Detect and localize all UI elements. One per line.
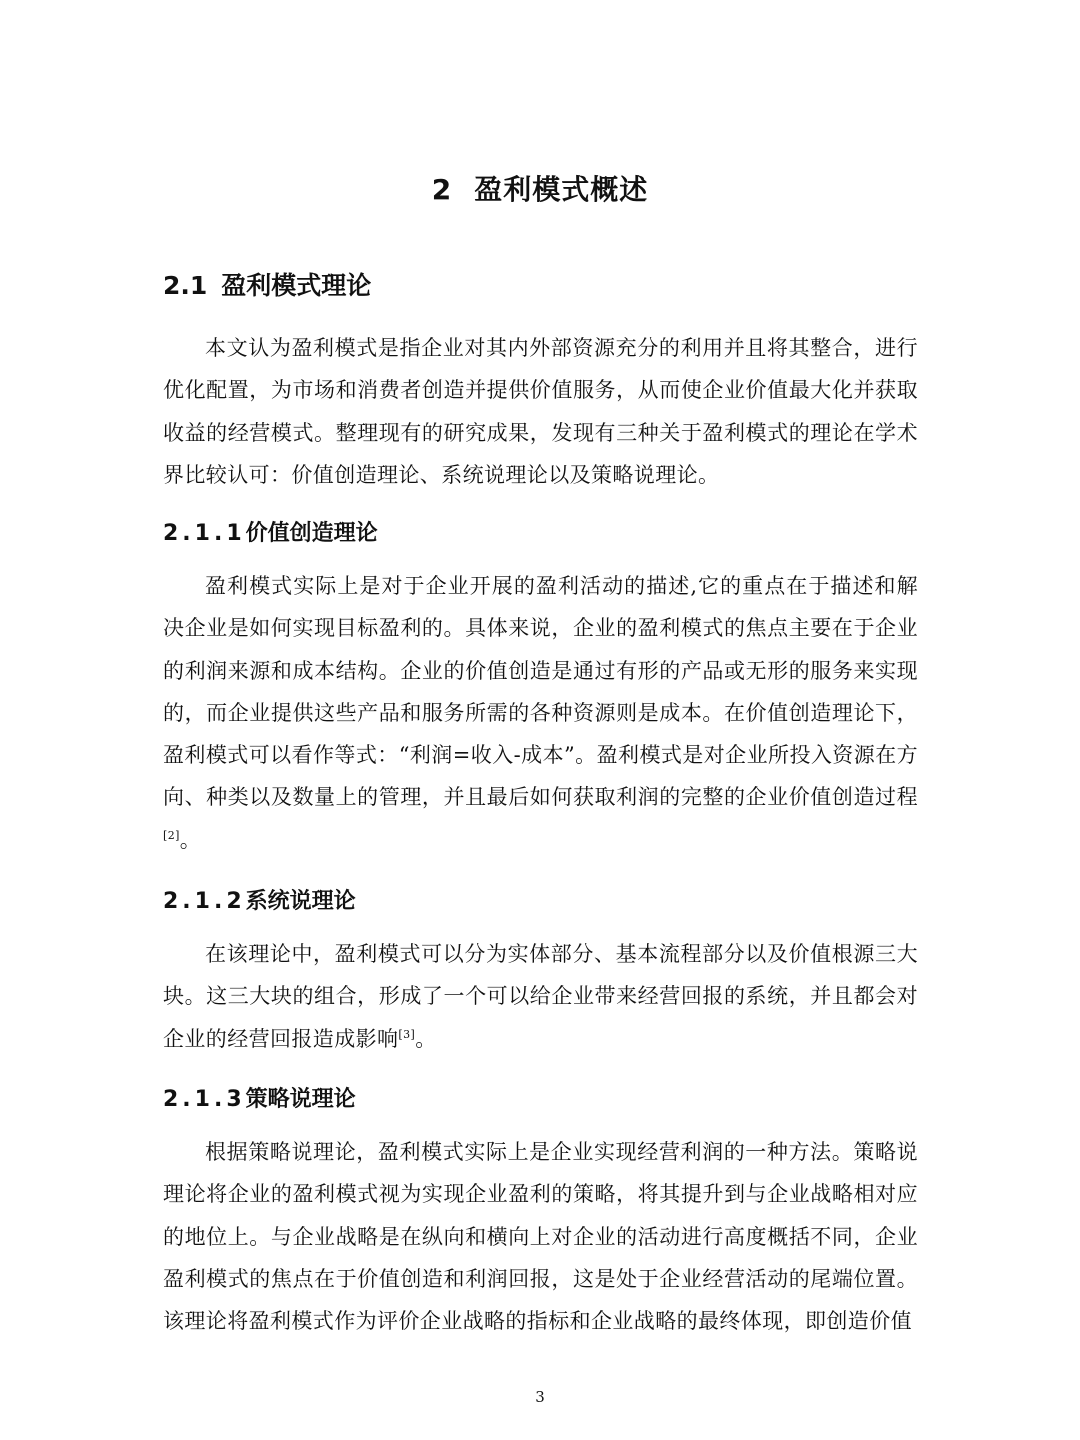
- paragraph-text: 在该理论中，盈利模式可以分为实体部分、基本流程部分以及价值根源三大块。这三大块的组合，形成了一个可以给企业带来经营回报的系统，并且都会对企业的经营回报造成影响: [163, 942, 918, 1051]
- section-number: 2.1.3: [163, 1087, 246, 1112]
- citation: [3]: [398, 1027, 416, 1041]
- section-heading-2-1-2: [163, 884, 356, 915]
- paragraph-2-1-3: 根据策略说理论，盈利模式实际上是企业实现经营利润的一种方法。策略说理论将企业的盈利模式视为实现企业盈利的策略，将其提升到与企业战略相对应的地位上。与企业战略是在纵向和横向上对企业的活动进行高度概括不同，企业盈利模式的焦点在于价值创造和利润回报，这是处于企业经营活动的尾端位置。该理论将盈利模式作为评价企业战略的指标和企业战略的最终体现，即创造价值: [163, 1140, 918, 1334]
- section-number: 2.1.2: [163, 889, 246, 914]
- section-title: 策略说理论: [245, 1087, 356, 1112]
- chapter-title-text: 盈利模式概述: [474, 173, 649, 206]
- section-heading-2-1: [163, 266, 371, 302]
- paragraph-2-1: 本文认为盈利模式是指企业对其内外部资源充分的利用并且将其整合，进行优化配置，为市场和消费者创造并提供价值服务，从而使企业价值最大化并获取收益的经营模式。整理现有的研究成果，发现有三种关于盈利模式的理论在学术界比较认可：价值创造理论、系统说理论以及策略说理论。: [163, 336, 918, 487]
- section-number: 2.1.1: [163, 521, 246, 546]
- citation: [2]: [163, 828, 180, 842]
- page-number: 3: [535, 1388, 545, 1406]
- chapter-title: [0, 168, 1080, 208]
- paragraph-ending: 。: [415, 1026, 437, 1051]
- section-heading-2-1-1: [163, 516, 378, 547]
- section-heading-2-1-3: [163, 1082, 356, 1113]
- section-title: 价值创造理论: [245, 521, 378, 546]
- section-title: 盈利模式理论: [221, 271, 372, 300]
- chapter-number: 2: [431, 173, 453, 206]
- paragraph-ending: 。: [179, 827, 202, 852]
- section-title: 系统说理论: [245, 889, 356, 914]
- section-number: 2.1: [163, 271, 208, 300]
- paragraph-2-1-1: [163, 565, 918, 861]
- paragraph-2-1-2: [163, 933, 918, 1060]
- paragraph-text: 盈利模式实际上是对于企业开展的盈利活动的描述,它的重点在于描述和解决企业是如何实现目标盈利的。具体来说，企业的盈利模式的焦点主要在于企业的利润来源和成本结构。企业的价值创造是通过有形的产品或无形的服务来实现的，而企业提供这些产品和服务所需的各种资源则是成本。在价值创造理论下，盈利模式可以看作等式：“利润=收入-成本”。盈利模式是对企业所投入资源在方向、种类以及数量上的管理，并且最后如何获取利润的完整的企业价值创造过程: [163, 574, 918, 810]
